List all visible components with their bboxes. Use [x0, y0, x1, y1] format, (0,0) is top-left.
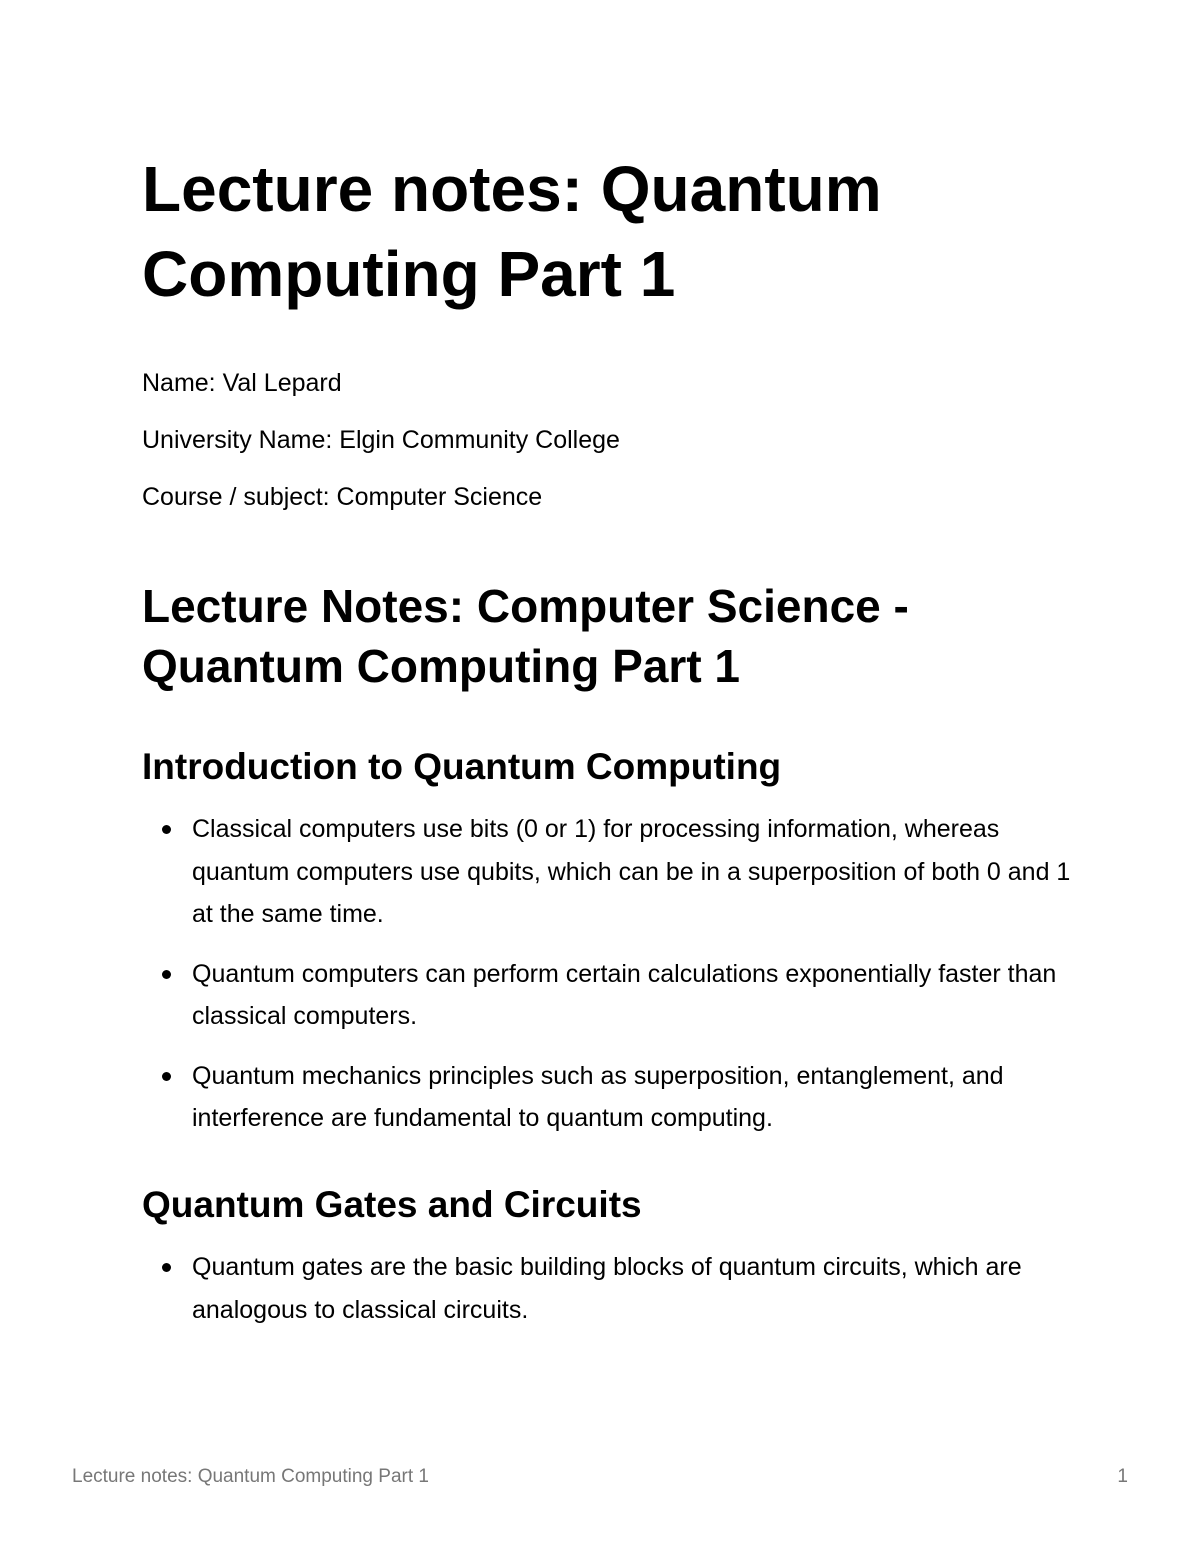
bullet-icon	[162, 1072, 171, 1081]
list-item-text: Quantum mechanics principles such as superposition, entanglement, and interference are fundamental to quantum computing.	[192, 1061, 1004, 1132]
page-number: 1	[1117, 1466, 1128, 1487]
list-item-text: Quantum computers can perform certain calculations exponentially faster than classical computers.	[192, 959, 1057, 1030]
footer-title: Lecture notes: Quantum Computing Part 1	[72, 1466, 429, 1487]
gates-heading: Quantum Gates and Circuits	[142, 1184, 642, 1225]
course-subject: Course / subject: Computer Science	[142, 483, 543, 511]
list-item-text: Quantum gates are the basic building blocks of quantum circuits, which are analogous to classical circuits.	[192, 1253, 1022, 1324]
list-item	[142, 1246, 1082, 1331]
bullet-icon	[162, 825, 171, 834]
list-item	[142, 1055, 1082, 1140]
page-title: Lecture notes: Quantum Computing Part 1	[142, 153, 882, 310]
list-item-text: Classical computers use bits (0 or 1) for processing information, whereas quantum computers use qubits, which can be in a superposition of both 0 and 1 at the same time.	[192, 815, 1071, 928]
section-title: Lecture Notes: Computer Science - Quantum Computing Part 1	[142, 580, 909, 692]
intro-bullet-list	[142, 808, 1082, 1157]
gates-bullet-list	[142, 1246, 1082, 1348]
intro-heading: Introduction to Quantum Computing	[142, 746, 782, 787]
bullet-icon	[162, 970, 171, 979]
bullet-icon	[162, 1263, 171, 1272]
list-item	[142, 953, 1082, 1038]
university-name: University Name: Elgin Community College	[142, 426, 620, 454]
student-name: Name: Val Lepard	[142, 369, 342, 397]
list-item	[142, 808, 1082, 936]
